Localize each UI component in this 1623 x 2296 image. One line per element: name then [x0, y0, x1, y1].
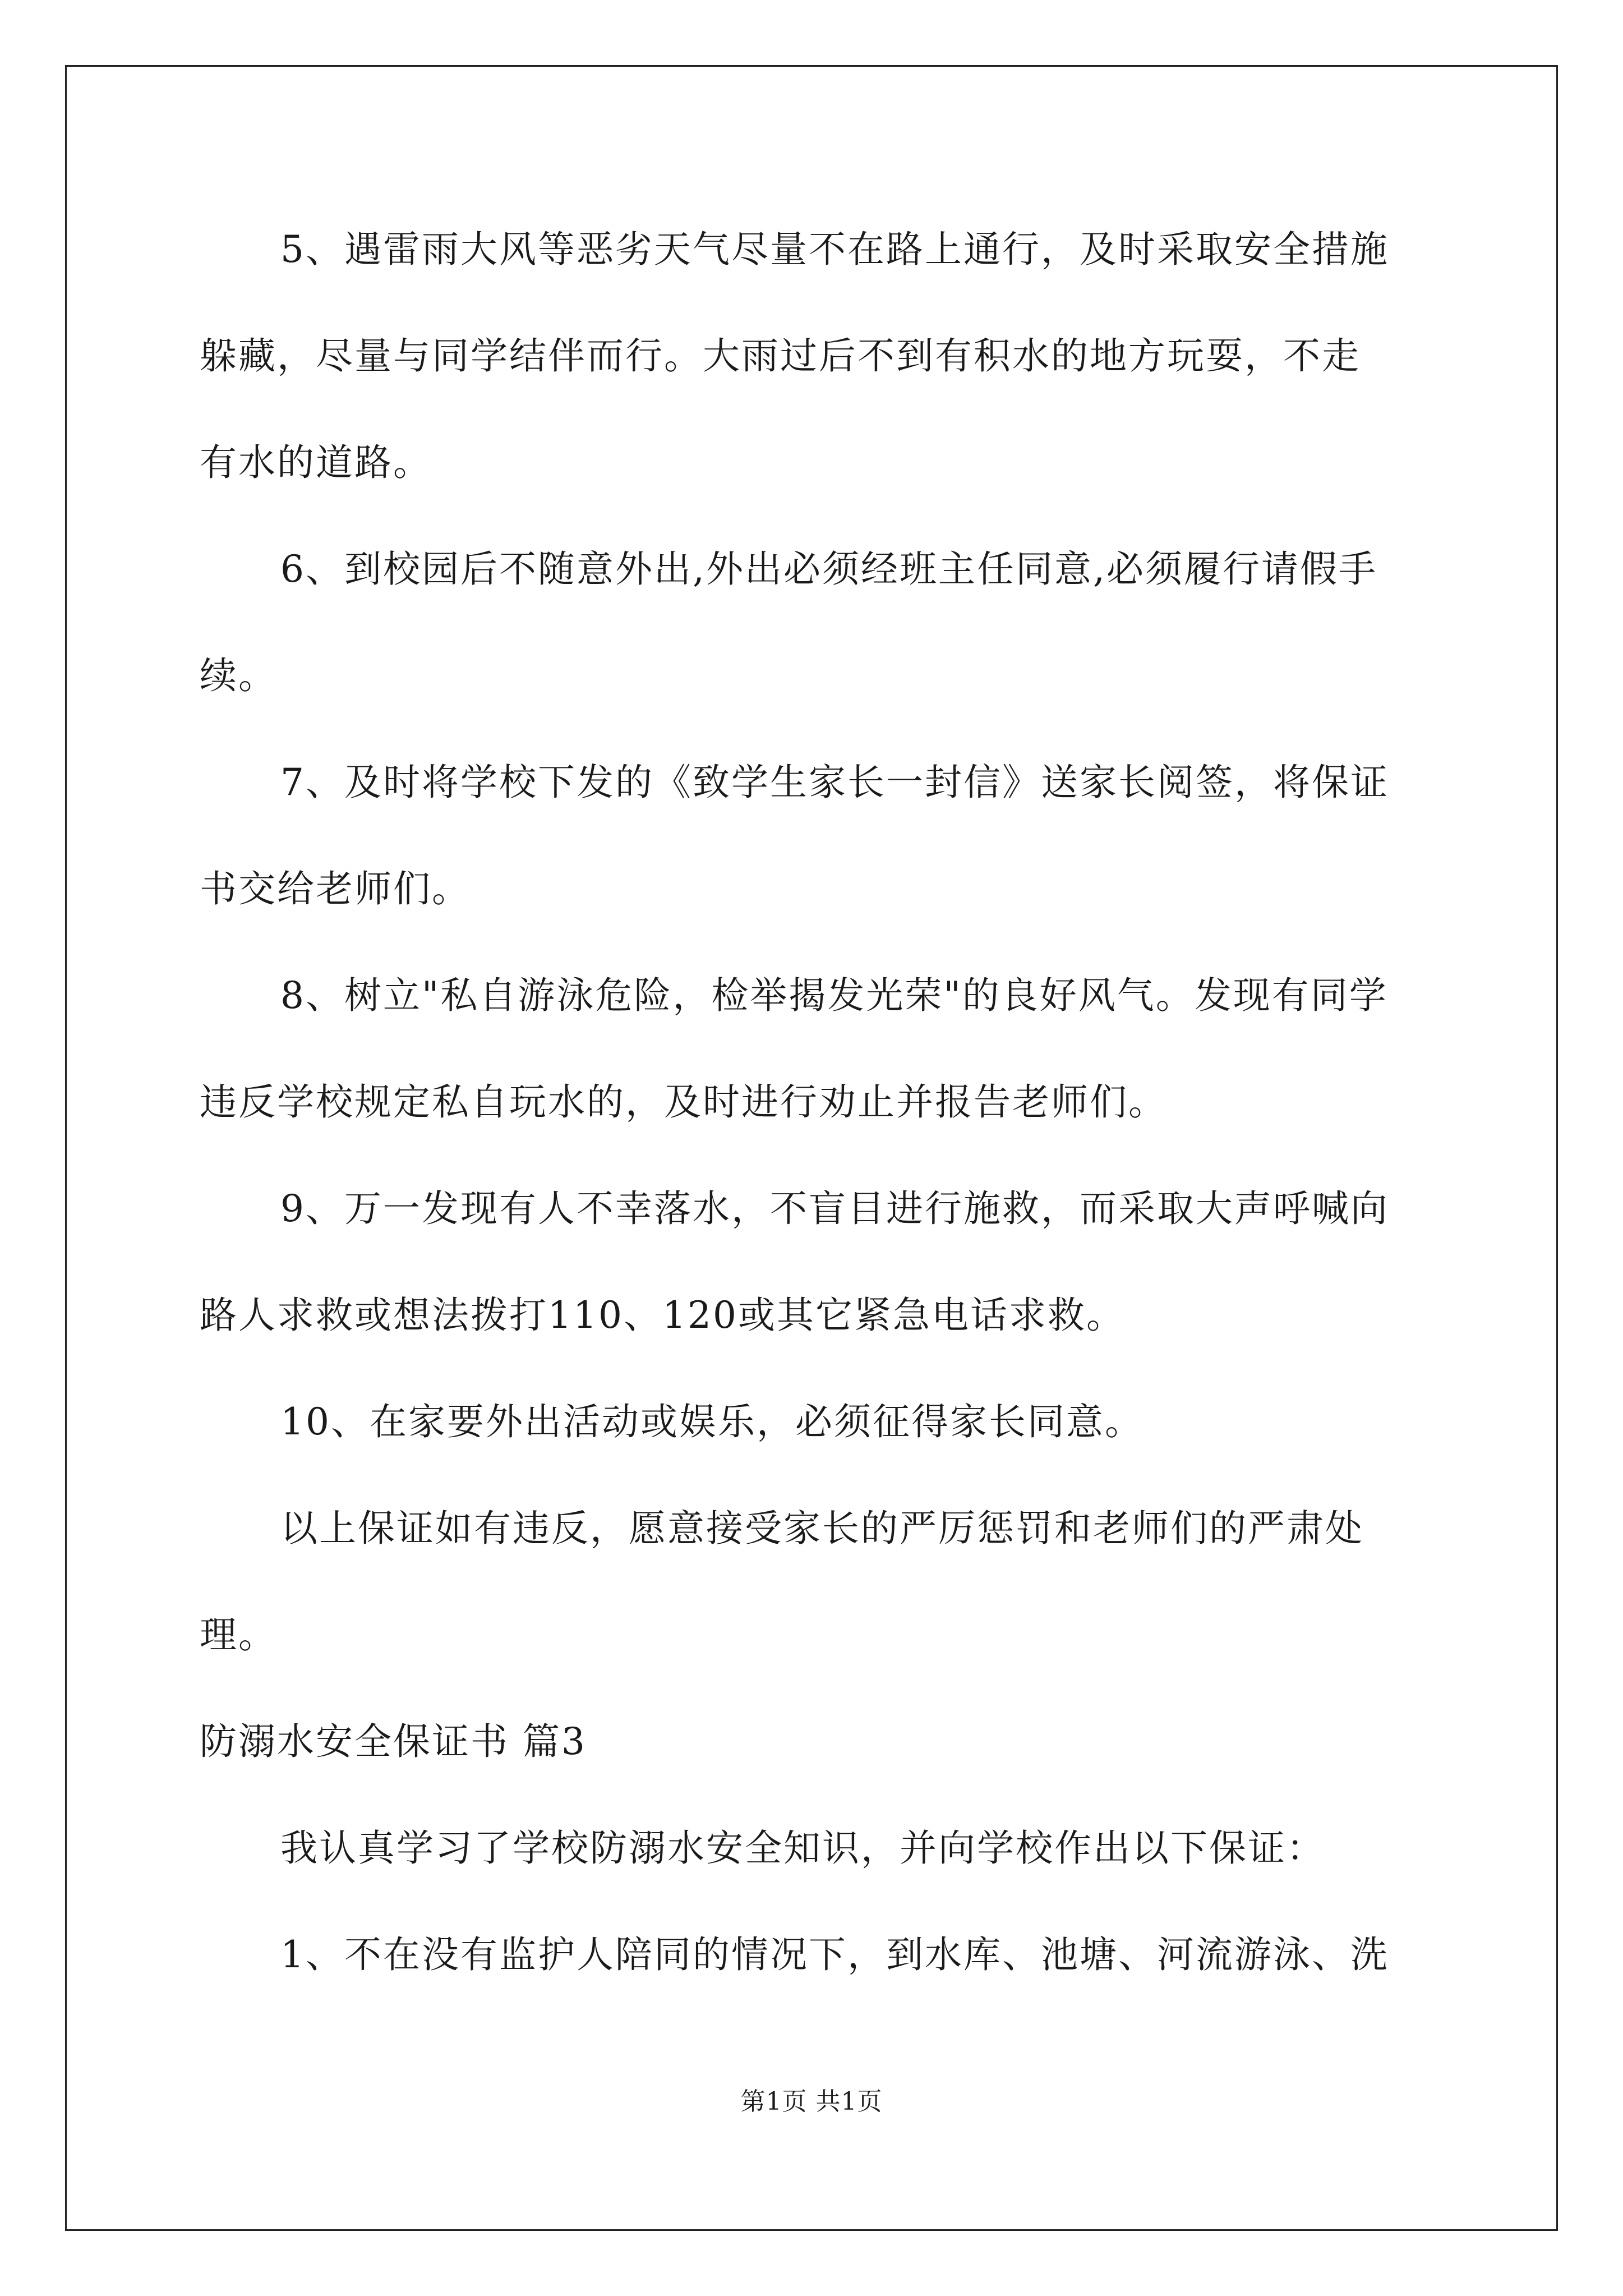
item-1-line-1: 1、不在没有监护人陪同的情况下，到水库、池塘、河流游泳、洗 — [280, 1933, 1389, 1976]
paragraph-7-line-1: 7、及时将学校下发的《致学生家长一封信》送家长阅签，将保证 — [280, 761, 1389, 804]
paragraph-9-line-1: 9、万一发现有人不幸落水，不盲目进行施救，而采取大声呼喊向 — [280, 1187, 1389, 1230]
paragraph-5-line-3: 有水的道路。 — [200, 441, 432, 484]
paragraph-8-line-2: 违反学校规定私自玩水的，及时进行劝止并报告老师们。 — [200, 1080, 1167, 1124]
section-heading: 防溺水安全保证书 篇3 — [200, 1720, 587, 1763]
paragraph-6-line-2: 续。 — [200, 654, 277, 697]
intro-line: 我认真学习了学校防溺水安全知识，并向学校作出以下保证： — [280, 1826, 1325, 1870]
closing-line-1: 以上保证如有违反，愿意接受家长的严厉惩罚和老师们的严肃处 — [280, 1507, 1364, 1550]
paragraph-8-line-1: 8、树立"私自游泳危险，检举揭发光荣"的良好风气。发现有同学 — [280, 974, 1388, 1017]
paragraph-5-line-1: 5、遇雷雨大风等恶劣天气尽量不在路上通行，及时采取安全措施 — [280, 228, 1389, 271]
paragraph-6-line-1: 6、到校园后不随意外出,外出必须经班主任同意,必须履行请假手 — [280, 547, 1377, 591]
paragraph-10-line-1: 10、在家要外出活动或娱乐，必须征得家长同意。 — [280, 1400, 1144, 1443]
page-footer: 第1页 共1页 — [740, 2087, 883, 2116]
page-border — [65, 65, 1558, 2231]
paragraph-9-line-2: 路人求救或想法拨打110、120或其它紧急电话求救。 — [200, 1294, 1125, 1337]
paragraph-5-line-2: 躲藏，尽量与同学结伴而行。大雨过后不到有积水的地方玩耍，不走 — [200, 334, 1361, 378]
paragraph-7-line-2: 书交给老师们。 — [200, 867, 471, 910]
closing-line-2: 理。 — [200, 1613, 277, 1657]
